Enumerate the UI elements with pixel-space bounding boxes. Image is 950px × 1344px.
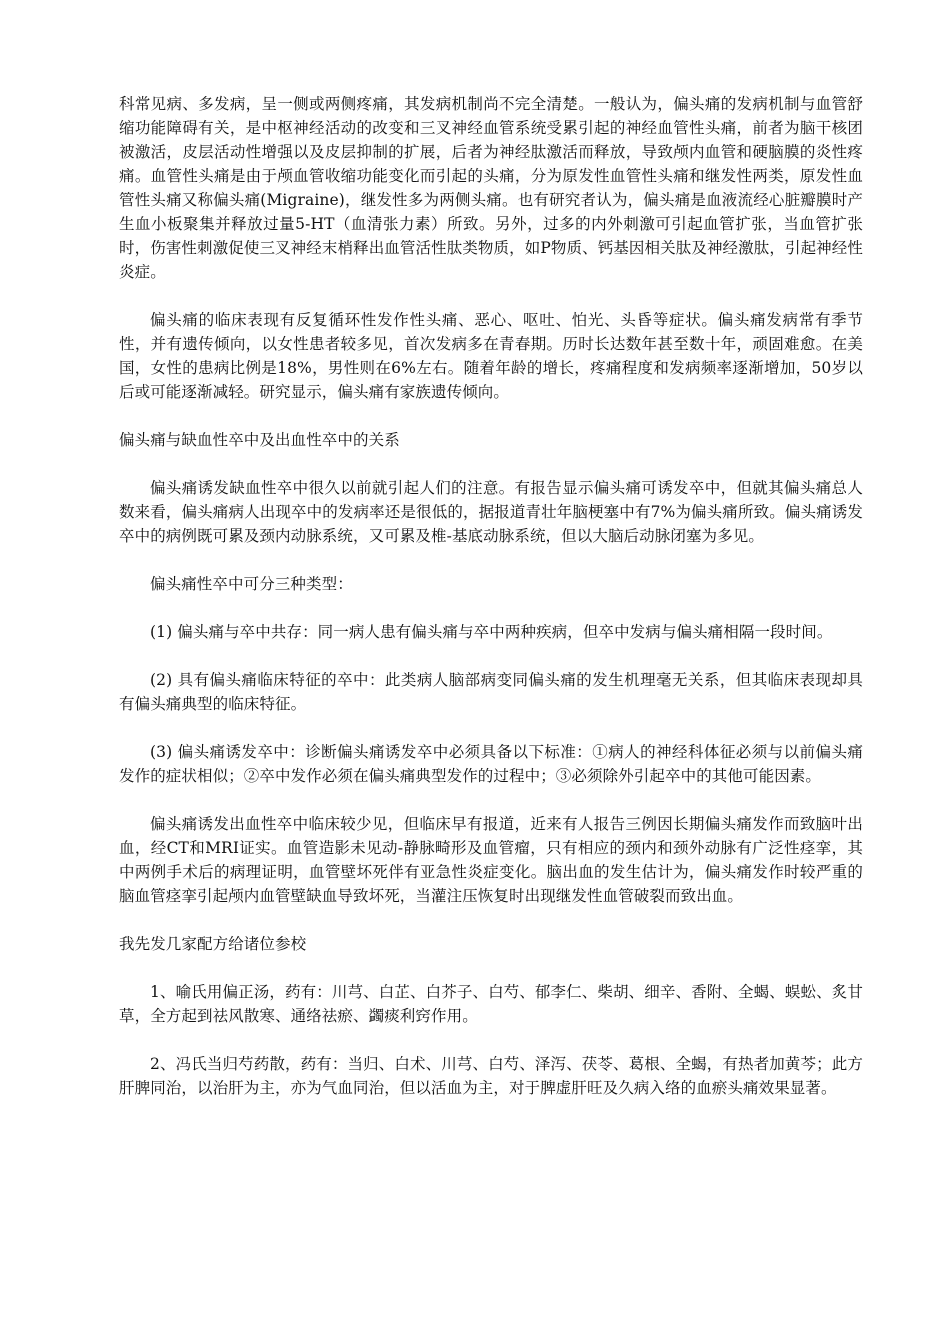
document-body (119, 92, 863, 1124)
prescription-item-1: 1、喻氏用偏正汤，药有：川芎、白芷、白芥子、白芍、郁李仁、柴胡、细辛、香附、全蝎、蜈蚣、炙甘草，全方起到祛风散寒、通络祛瘀、蠲痰利窍作用。 (119, 983, 863, 1025)
list-item-type-1: (1) 偏头痛与卒中共存：同一病人患有偏头痛与卒中两种疾病，但卒中发病与偏头痛相隔一段时间。 (150, 623, 833, 641)
paragraph-pathogenesis: 科常见病、多发病，呈一侧或两侧疼痛，其发病机制尚不完全清楚。一般认为，偏头痛的发病机制与血管舒缩功能障碍有关，是中枢神经活动的改变和三叉神经血管系统受累引起的神经血管性头痛，前者为脑干核团被激活，皮层活动性增强以及皮层抑制的扩展，后者为神经肽激活而释放，导致颅内血管和硬脑膜的炎性疼痛。血管性头痛是由于颅血管收缩功能变化而引起的头痛，分为原发性血管性头痛和继发性两类，原发性血管性头痛又称偏头痛(Migraine)，继发性多为两侧头痛。也有研究者认为，偏头痛是血液流经心脏瓣膜时产生血小板聚集并释放过量5-HT（血清张力素）所致。另外，过多的内外刺激可引起血管扩张，当血管扩张时，伤害性刺激促使三叉神经末梢释出血管活性肽类物质，如P物质、钙基因相关肽及神经激肽，引起神经性炎症。 (119, 95, 863, 281)
prescription-item-2: 2、冯氏当归芍药散，药有：当归、白术、川芎、白芍、泽泻、茯苓、葛根、全蝎，有热者加黄芩；此方肝脾同治，以治肝为主，亦为气血同治，但以活血为主，对于脾虚肝旺及久病入络的血瘀头痛效果显著。 (119, 1055, 863, 1097)
section-heading-stroke-relation: 偏头痛与缺血性卒中及出血性卒中的关系 (119, 431, 400, 449)
section-heading-prescriptions: 我先发几家配方给诸位参校 (119, 935, 307, 953)
paragraph-clinical-features: 偏头痛的临床表现有反复循环性发作性头痛、恶心、呕吐、怕光、头昏等症状。偏头痛发病常有季节性，并有遗传倾向，以女性患者较多见，首次发病多在青春期。历时长达数年甚至数十年，顽固难愈。在美国，女性的患病比例是18%，男性则在6%左右。随着年龄的增长，疼痛程度和发病频率逐渐增加，50岁以后或可能逐渐减轻。研究显示，偏头痛有家族遗传倾向。 (119, 311, 863, 401)
paragraph-hemorrhagic-stroke: 偏头痛诱发出血性卒中临床较少见，但临床早有报道，近来有人报告三例因长期偏头痛发作而致脑叶出血，经CT和MRI证实。血管造影未见动-静脉畸形及血管瘤，只有相应的颈内和颈外动脉有广泛性痉挛，其中两例手术后的病理证明，血管壁坏死伴有亚急性炎症变化。脑出血的发生估计为，偏头痛发作时较严重的脑血管痉挛引起颅内血管壁缺血导致坏死，当灌注压恢复时出现继发性血管破裂而致出血。 (119, 815, 863, 905)
paragraph-ischemic-stroke: 偏头痛诱发缺血性卒中很久以前就引起人们的注意。有报告显示偏头痛可诱发卒中，但就其偏头痛总人数来看，偏头痛病人出现卒中的发病率还是很低的，据报道青壮年脑梗塞中有7%为偏头痛所致。偏头痛诱发卒中的病例既可累及颈内动脉系统，又可累及椎-基底动脉系统，但以大脑后动脉闭塞为多见。 (119, 479, 863, 545)
list-item-type-2: (2) 具有偏头痛临床特征的卒中：此类病人脑部病变同偏头痛的发生机理毫无关系，但其临床表现却具有偏头痛典型的临床特征。 (119, 671, 863, 713)
list-item-type-3: (3) 偏头痛诱发卒中：诊断偏头痛诱发卒中必须具备以下标准：①病人的神经科体征必须与以前偏头痛发作的症状相似；②卒中发作必须在偏头痛典型发作的过程中；③必须除外引起卒中的其他可能因素。 (119, 743, 863, 785)
paragraph-stroke-types-intro: 偏头痛性卒中可分三种类型： (150, 575, 353, 593)
